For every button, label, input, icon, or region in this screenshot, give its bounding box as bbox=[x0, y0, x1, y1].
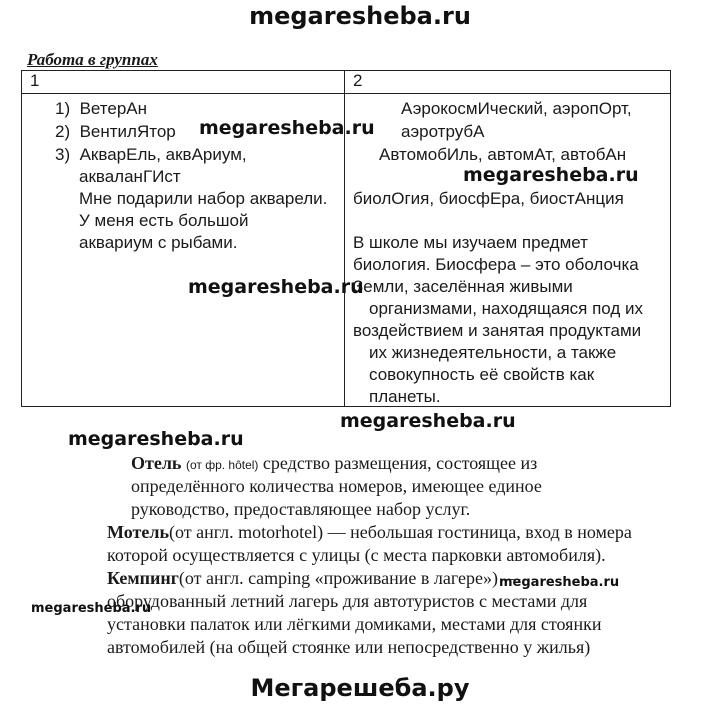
paragraph-line: биология. Биосфера – это оболочка bbox=[353, 255, 639, 274]
list-number: 3) bbox=[55, 145, 71, 164]
watermark-top: megaresheba.ru bbox=[249, 2, 471, 30]
paragraph-line: воздействием и занятая продуктами bbox=[353, 321, 642, 340]
definition-hotel-line: определённого количества номеров, имеющее единое bbox=[131, 476, 542, 496]
word-group-line: биолОгия, биосфЕра, биостАнция bbox=[353, 189, 624, 208]
list-item bbox=[55, 121, 176, 143]
word-group-line: АэрокосмИческий, аэропОрт, bbox=[401, 99, 632, 118]
paragraph-line: В школе мы изучаем предмет bbox=[353, 233, 588, 252]
definition-camping-line: установки палаток или лёгкими домиками, местами для стоянки bbox=[107, 614, 602, 634]
list-item-continuation: акваланГИст bbox=[79, 167, 181, 186]
watermark: megaresheba.ru bbox=[199, 117, 375, 139]
watermark: megaresheba.ru bbox=[499, 575, 620, 590]
col2-cell bbox=[345, 94, 671, 407]
paragraph-line: совокупность её свойств как bbox=[369, 365, 595, 384]
watermark: megaresheba.ru bbox=[68, 428, 244, 450]
definition-camping-line bbox=[107, 567, 520, 590]
term-camping: Кемпинг bbox=[107, 568, 179, 588]
definition-motel-line bbox=[107, 521, 632, 544]
table-header-row bbox=[22, 71, 671, 94]
definition-hotel-line: руководство, предоставляющее набор услуг. bbox=[131, 499, 471, 519]
watermark: megaresheba.ru bbox=[31, 601, 152, 616]
list-number: 1) bbox=[55, 99, 71, 118]
paragraph-line: их жизнедеятельности, а также bbox=[369, 343, 617, 362]
definition-text: (от англ. camping «проживание в лагере») — bbox=[178, 568, 521, 588]
term-origin: (от фр. hôtel) bbox=[185, 458, 259, 472]
definition-camping-line: оборудованный летний лагерь для автотуристов с местами для bbox=[107, 591, 588, 611]
definition-hotel-line bbox=[131, 452, 537, 477]
col2-header: 2 bbox=[345, 71, 671, 94]
watermark: megaresheba.ru bbox=[340, 410, 516, 432]
word-group-line: АвтомобИль, автомАт, автобАн bbox=[379, 145, 627, 164]
definition-motel-line: которой осуществляется с улицы (с места парковки автомобиля). bbox=[107, 545, 606, 565]
list-item bbox=[55, 98, 147, 120]
definition-text: (от англ. motorhotel) — небольшая гостиница, вход в номера bbox=[168, 522, 632, 542]
watermark: megaresheba.ru bbox=[188, 276, 364, 298]
watermark: megaresheba.ru bbox=[463, 164, 639, 186]
list-item bbox=[55, 144, 247, 166]
definition-camping-line: автомобилей (на общей стоянке или непосредственно у жилья) bbox=[107, 637, 591, 657]
word-group-line: аэротрубА bbox=[401, 122, 485, 141]
col1-header: 1 bbox=[22, 71, 345, 94]
sentence-line: аквариум с рыбами. bbox=[79, 233, 238, 252]
watermark-bottom: Мегарешеба.ру bbox=[250, 674, 470, 702]
sentence-line: У меня есть большой bbox=[79, 211, 249, 230]
paragraph-line: организмами, находящаяся под их bbox=[369, 299, 644, 318]
list-text: ВетерАн bbox=[79, 99, 148, 118]
sentence-line: Мне подарили набор акварели. bbox=[79, 189, 328, 208]
paragraph-line: Земли, заселённая живыми bbox=[353, 277, 573, 296]
list-number: 2) bbox=[55, 122, 71, 141]
section-heading: Работа в группах bbox=[27, 50, 158, 69]
term-hotel: Отель bbox=[131, 453, 182, 473]
table-row bbox=[22, 94, 671, 407]
term-motel: Мотель bbox=[107, 522, 169, 542]
list-text: ВентилЯтор bbox=[79, 122, 176, 141]
list-text: АкварЕль, аквАриум, bbox=[79, 145, 247, 164]
definition-text: средство размещения, состоящее из bbox=[262, 453, 538, 473]
paragraph-line: планеты. bbox=[369, 387, 441, 406]
col1-cell bbox=[22, 94, 345, 407]
